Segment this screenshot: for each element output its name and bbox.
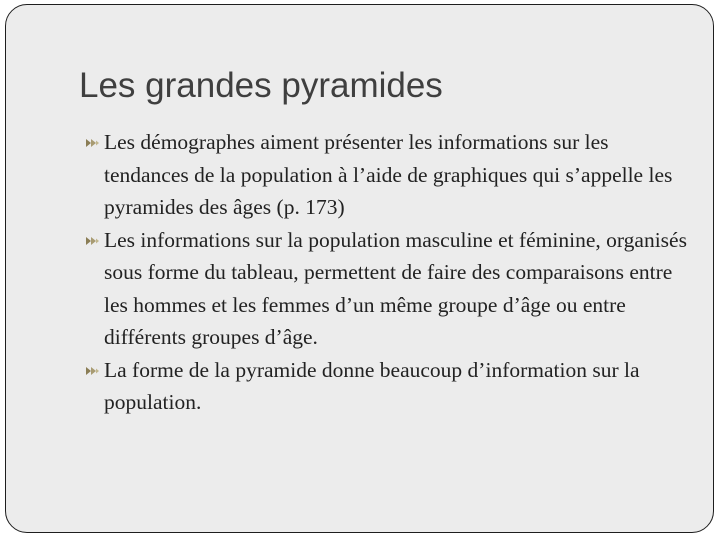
- bullet-list: [84, 126, 696, 419]
- bullet-text: Les démographes aiment présenter les informations sur les tendances de la population à l’aide de graphiques qui s’appelle les pyramides des âges (p. 173): [104, 130, 673, 219]
- bullet-item: [84, 224, 696, 354]
- bullet-text: Les informations sur la population masculine et féminine, organisés sous forme du tableau, permettent de faire des comparaisons entre les hommes et les femmes d’un même groupe d’âge ou entre différents groupes d’âge.: [104, 227, 687, 349]
- arrow-bullet-icon: [85, 137, 101, 149]
- arrow-bullet-icon: [85, 235, 101, 247]
- bullet-item: [84, 126, 696, 224]
- slide: [5, 4, 714, 533]
- bullet-text: La forme de la pyramide donne beaucoup d’information sur la population.: [104, 357, 640, 414]
- bullet-item: [84, 354, 696, 419]
- slide-title: Les grandes pyramides: [79, 66, 443, 105]
- arrow-bullet-icon: [85, 365, 101, 377]
